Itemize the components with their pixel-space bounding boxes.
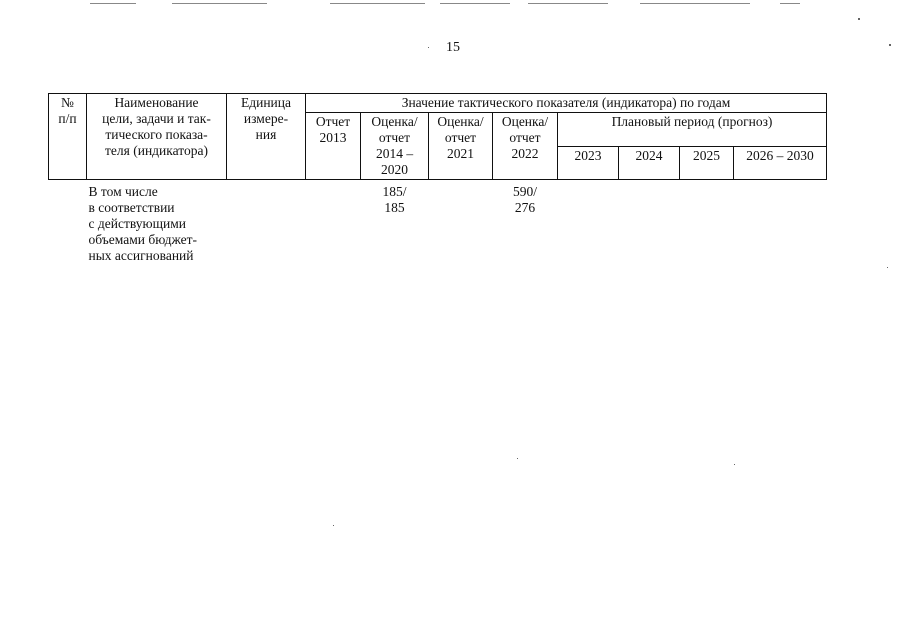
header-indicator-name: Наименование цели, задачи и так- тического показа- теля (индикатора) <box>87 94 227 180</box>
header-2022: Оценка/ отчет 2022 <box>493 113 558 180</box>
row-value-2021 <box>429 180 493 265</box>
row-value-2022: 590/ 276 <box>512 184 537 215</box>
page-number: 15 <box>446 40 460 55</box>
scan-line <box>640 3 750 4</box>
header-2025: 2025 <box>680 146 734 180</box>
header-2023: 2023 <box>558 146 619 180</box>
header-2014-2020: Оценка/ отчет 2014 – 2020 <box>361 113 429 180</box>
row-value-2026-2030 <box>734 180 827 265</box>
row-value-2013 <box>306 180 361 265</box>
scan-line <box>172 3 267 4</box>
scan-speck <box>333 525 334 526</box>
scan-line <box>780 3 800 4</box>
scan-speck <box>734 464 735 465</box>
header-row-number: № п/п <box>49 94 87 180</box>
row-value-2025 <box>680 180 734 265</box>
scan-speck <box>858 18 860 20</box>
scan-line <box>528 3 608 4</box>
indicator-table <box>48 93 827 264</box>
header-2024: 2024 <box>619 146 680 180</box>
scan-line <box>90 3 136 4</box>
header-2021: Оценка/ отчет 2021 <box>429 113 493 180</box>
row-value-2024 <box>619 180 680 265</box>
scan-line <box>440 3 510 4</box>
scan-speck <box>517 458 518 459</box>
header-2026-2030: 2026 – 2030 <box>734 146 827 180</box>
scan-speck <box>887 267 888 268</box>
header-values-by-year: Значение тактического показателя (индикатора) по годам <box>306 94 827 113</box>
header-unit: Единица измере- ния <box>227 94 306 180</box>
table-row <box>49 180 827 265</box>
scan-line <box>330 3 425 4</box>
header-plan-period: Плановый период (прогноз) <box>558 113 827 147</box>
row-value-2023 <box>558 180 619 265</box>
row-unit-cell <box>227 180 306 265</box>
row-indicator-name: В том числе в соответствии с действующими объемами бюджет- ных ассигнований <box>88 184 198 263</box>
header-2013: Отчет 2013 <box>306 113 361 180</box>
row-number-cell <box>49 180 87 265</box>
row-value-2014-2020: 185/ 185 <box>382 184 407 215</box>
